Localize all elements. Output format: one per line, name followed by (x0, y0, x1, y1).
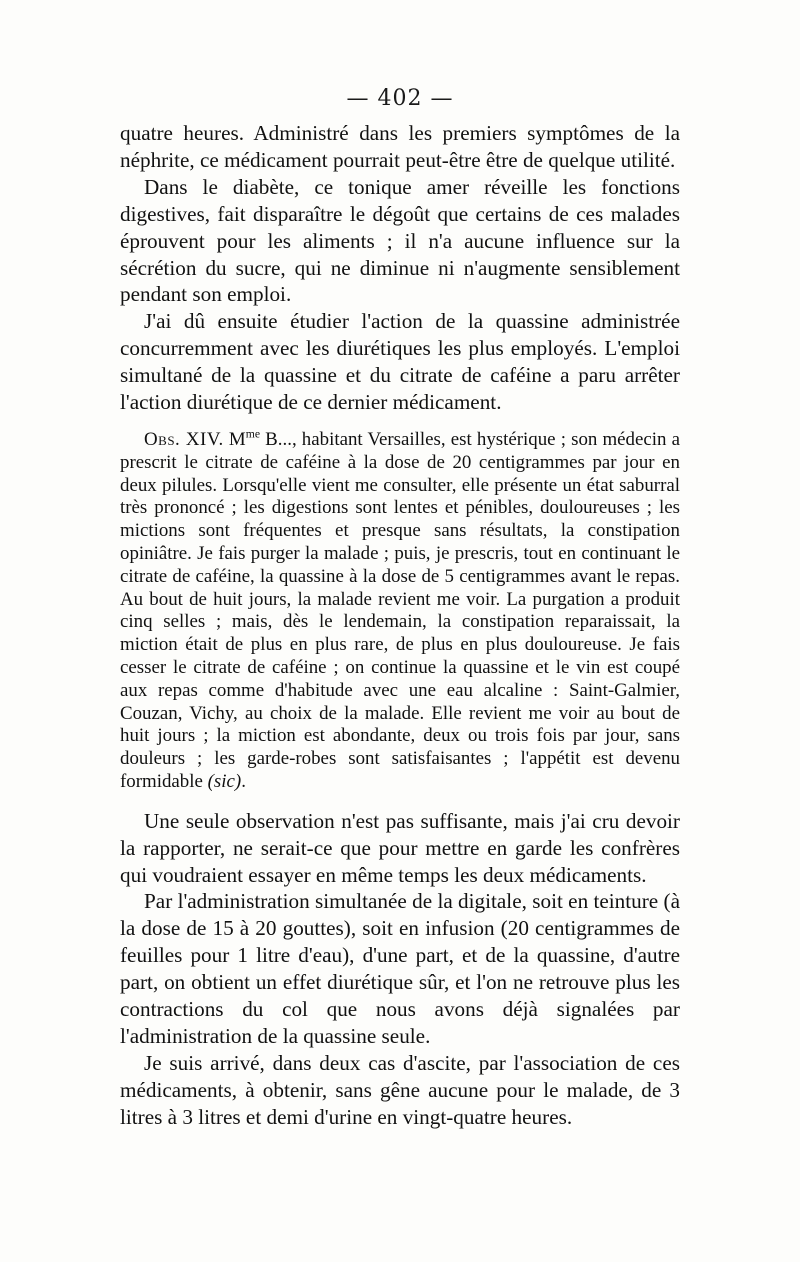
paragraph-single-observation: Une seule observation n'est pas suffisante, mais j'ai cru devoir la rapporter, ne serait-ce que pour mettre en garde les confrères qui voudraient essayer en même temps les deux médicaments. (120, 808, 680, 887)
observation-honorific: M (228, 428, 246, 450)
observation-sic: (sic) (207, 770, 242, 792)
observation-body: B..., habitant Versailles, est hystérique ; son médecin a prescrit le citrate de caféine à la dose de 20 centigrammes par jour en deux pilules. Lorsqu'elle vient me consulter, elle présente un état saburral très prononcé ; les digestions sont lentes et pénibles, douloureuses ; les mictions sont fréquentes et presque sans résultats, la constipation opiniâtre. Je fais purger la malade ; puis, je prescris, tout en continuant le citrate de caféine, la quassine à la dose de 5 centigrammes avant le repas. Au bout de huit jours, la malade revient me voir. La purgation a produit cinq selles ; mais, dès le lendemain, la constipation reparaissait, la miction était de plus en plus rare, de plus en plus douloureuse. Je fais cesser le citrate de caféine ; on continue la quassine et le vin est coupé aux repas comme d'habitude avec une eau alcaline : Saint-Galmier, Couzan, Vichy, au choix de la malade. Elle revient me voir au bout de huit jours ; la miction est abondante, deux ou trois fois par jour, sans douleurs ; les garde-robes sont satisfaisantes ; l'appétit est devenu formidable (120, 428, 680, 792)
observation-xiv (120, 429, 680, 794)
observation-label: Obs. XIV. (144, 428, 224, 450)
paragraph-ascites: Je suis arrivé, dans deux cas d'ascite, par l'association de ces médicaments, à obtenir, sans gêne aucune pour le malade, de 3 litres à 3 litres et demi d'urine en vingt-quatre heures. (120, 1050, 680, 1129)
text-body (120, 120, 680, 1131)
observation-honorific-sup: me (245, 427, 261, 441)
observation-end: . (241, 770, 246, 792)
paragraph-diuretics: J'ai dû ensuite étudier l'action de la quassine administrée concurremment avec les diurétiques les plus employés. L'emploi simultané de la quassine et du citrate de caféine a paru arrêter l'action diurétique de ce dernier médicament. (120, 309, 680, 415)
paragraph-digitalis: Par l'administration simultanée de la digitale, soit en teinture (à la dose de 15 à 20 gouttes), soit en infusion (20 centigrammes de feuilles pour 1 litre d'eau), d'une part, et de la quassine, d'autre part, on obtient un effet diurétique sûr, et l'on ne retrouve plus les contractions du col que nous avons déjà signalées par l'administration de la quassine seule. (120, 889, 680, 1048)
paragraph-diabetes: Dans le diabète, ce tonique amer réveille les fonctions digestives, fait disparaître le dégoût que certains de ces malades éprouvent pour les aliments ; il n'a aucune influence sur la sécrétion du sucre, qui ne diminue ni n'augmente sensiblement pendant son emploi. (120, 174, 680, 307)
page-number: — 402 — (346, 86, 454, 111)
paragraph-continuation: quatre heures. Administré dans les premiers symptômes de la néphrite, ce médicament pourrait peut-être être de quelque utilité. (120, 121, 680, 172)
